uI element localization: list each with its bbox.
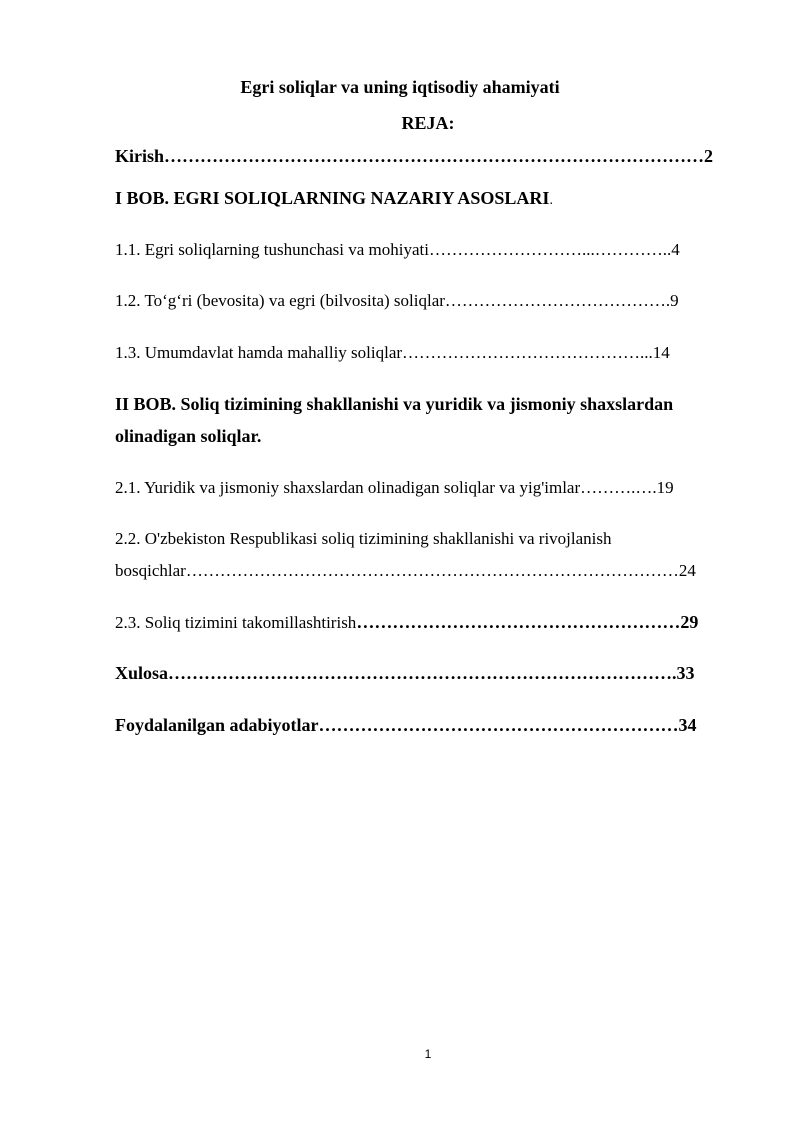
toc-chapter-1 — [115, 187, 553, 212]
toc-item-2-1: 2.1. Yuridik va jismoniy shaxslardan olinadigan soliqlar va yig'imlar……….….19 — [115, 478, 674, 497]
toc-item-2-2-line-2: bosqichlar……………………………………………………………………………24 — [115, 561, 696, 580]
toc-item-1-1: 1.1. Egri soliqlarning tushunchasi va mohiyati………………………...…………..4 — [115, 240, 680, 259]
plan-heading: REJA: — [401, 113, 455, 133]
toc-item-2-3-text: 2.3. Soliq tizimini takomillashtirish — [115, 613, 357, 632]
toc-item-2-2-line-1: 2.2. O'zbekiston Respublikasi soliq tizimining shakllanishi va rivojlanish — [115, 529, 612, 548]
toc-chapter-1-title: I BOB. EGRI SOLIQLARNING NAZARIY ASOSLARI — [115, 188, 550, 208]
toc-item-2-3-dots: ………………………………………………29 — [356, 612, 699, 632]
toc-item-1-3: 1.3. Umumdavlat hamda mahalliy soliqlar……………………………………...14 — [115, 343, 670, 362]
page-number: 1 — [424, 1047, 432, 1061]
toc-introduction: Kirish………………………………………………………………………………2 — [115, 146, 714, 166]
toc-references: Foydalanilgan adabiyotlar……………………………………………………34 — [115, 715, 697, 735]
document-title: Egri soliqlar va uning iqtisodiy ahamiyati — [240, 77, 560, 97]
toc-chapter-1-dot: . — [549, 193, 553, 208]
toc-conclusion: Xulosa………………………………………………………………………….33 — [115, 663, 695, 683]
toc-item-1-2: 1.2. To‘g‘ri (bevosita) va egri (bilvosita) soliqlar………………………………….9 — [115, 291, 679, 310]
toc-item-2-3 — [115, 611, 698, 634]
toc-chapter-2-line-2: olinadigan soliqlar. — [115, 426, 262, 446]
toc-chapter-2-line-1: II BOB. Soliq tizimining shakllanishi va yuridik va jismoniy shaxslardan — [115, 394, 674, 414]
